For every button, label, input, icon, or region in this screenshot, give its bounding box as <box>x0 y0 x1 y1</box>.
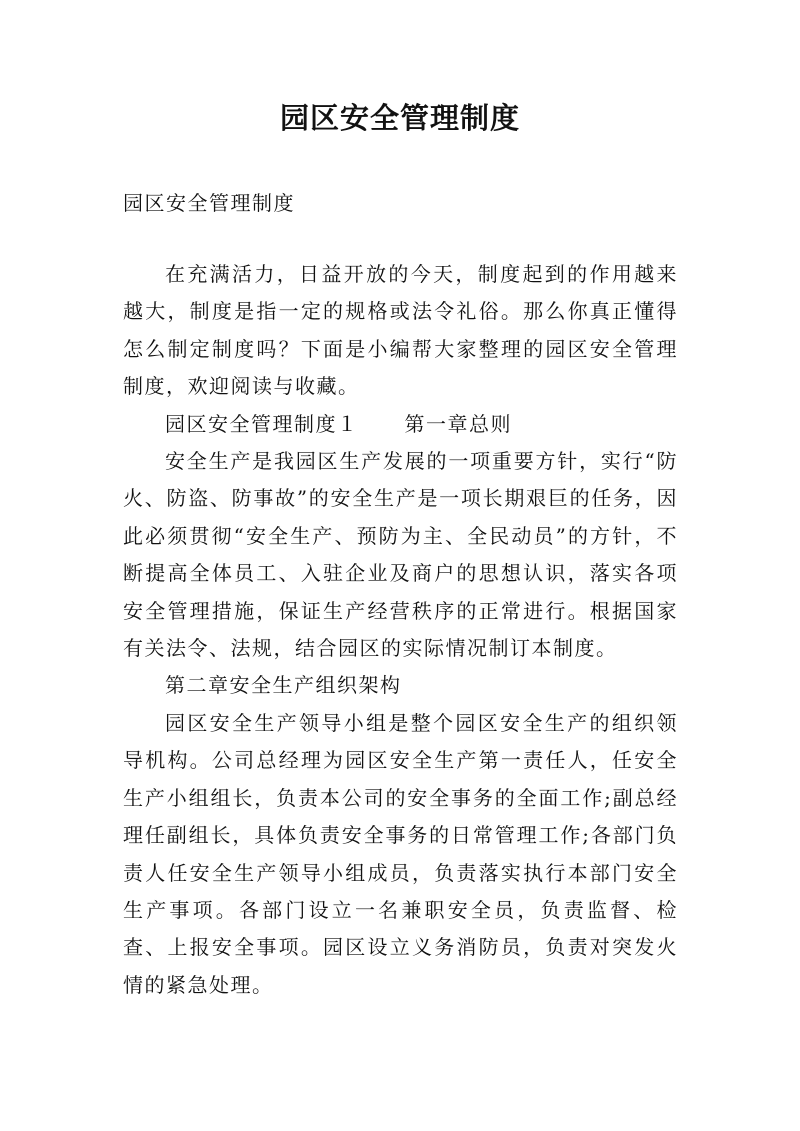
document-body <box>123 256 678 1004</box>
intro-paragraph: 在充满活力，日益开放的今天，制度起到的作用越来越大，制度是指一定的规格或法令礼俗。那么你真正懂得怎么制定制度吗？下面是小编帮大家整理的园区安全管理制度，欢迎阅读与收藏。 <box>123 262 678 399</box>
chapter1-title: 第一章总则 <box>404 411 512 436</box>
document-title: 园区安全管理制度 <box>279 101 520 135</box>
section-heading-line <box>123 406 678 443</box>
section-label: 园区安全管理制度１ <box>165 411 359 436</box>
chapter1-paragraph: 安全生产是我园区生产发展的一项重要方针，实行“防火、防盗、防事故”的安全生产是一项长期艰巨的任务，因此必须贯彻“安全生产、预防为主、全民动员”的方针，不断提高全体员工、入驻企业及商户的思想认识，落实各项安全管理措施，保证生产经营秩序的正常进行。根据国家有关法令、法规，结合园区的实际情况制订本制度。 <box>123 449 678 661</box>
chapter2-title: 第二章安全生产组织架构 <box>165 673 402 698</box>
document-subtitle: 园区安全管理制度 <box>123 191 295 215</box>
chapter2-paragraph: 园区安全生产领导小组是整个园区安全生产的组织领导机构。公司总经理为园区安全生产第一责任人，任安全生产小组组长，负责本公司的安全事务的全面工作;副总经理任副组长，具体负责安全事务的日常管理工作;各部门负责人任安全生产领导小组成员，负责落实执行本部门安全生产事项。各部门设立一名兼职安全员，负责监督、检查、上报安全事项。园区设立义务消防员，负责对突发火情的紧急处理。 <box>123 710 678 997</box>
